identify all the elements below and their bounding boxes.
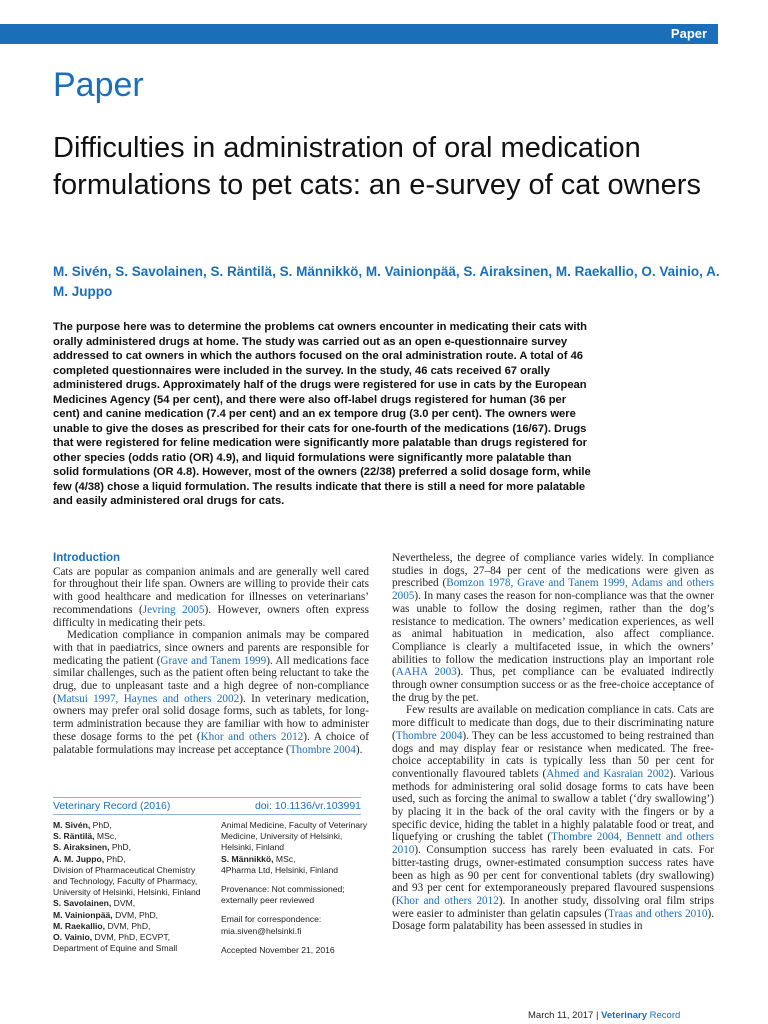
body-text: ). Dosage form palatability has been assessed in studies in bbox=[392, 907, 714, 933]
body-text: ). All medications face similar challenges, such as the patient often being reluctant to take the drug, due to unpleasant taste and a high degree of non-compliance ( bbox=[53, 654, 369, 705]
affiliation-text: Provenance: Not commissioned; bbox=[221, 884, 345, 895]
affiliation-author-name: S. Räntilä, bbox=[53, 831, 95, 842]
affiliation-line bbox=[53, 831, 223, 842]
affiliation-author-name: A. M. Juppo, bbox=[53, 853, 105, 864]
affiliation-line bbox=[221, 820, 381, 831]
citation-link[interactable]: Bomzon 1978, Grave and Tanem 1999, Adams and others 2005 bbox=[392, 577, 714, 603]
affiliation-line bbox=[221, 914, 381, 925]
affiliation-line bbox=[53, 865, 223, 876]
body-text: Nevertheless, the degree of compliance varies widely. In compliance studies in dogs, 27–84 per cent of the medications were given as prescribed ( bbox=[392, 552, 714, 590]
affiliation-line bbox=[221, 945, 381, 956]
article-title: Difficulties in administration of oral medication formulations to pet cats: an e-survey of cat owners bbox=[53, 132, 701, 201]
body-text: Cats are popular as companion animals and are generally well cared for throughout their life span. Owners are willing to provide their cats with good healthcare and medication for illnesses on veterinarians’ recommendations ( bbox=[53, 565, 369, 616]
page-footer bbox=[528, 1010, 680, 1021]
journal-name: Veterinary Record (2016) bbox=[53, 800, 171, 812]
body-text: ). Thus, pet compliance can be evaluated indirectly through owner consumption success or as the free-choice acceptance of the drug by the pet. bbox=[392, 666, 714, 704]
header-bar bbox=[0, 24, 718, 44]
body-paragraph-2 bbox=[392, 704, 714, 933]
affiliation-text: Email for correspondence: bbox=[221, 914, 322, 925]
affiliation-line bbox=[221, 865, 381, 876]
citation-link[interactable]: Matsui 1997, Haynes and others 2002 bbox=[56, 692, 240, 705]
introduction-heading: Introduction bbox=[53, 552, 121, 564]
affiliation-text: mia.siven@helsinki.fi bbox=[221, 925, 302, 936]
affiliation-spacer bbox=[221, 937, 381, 945]
affiliation-text: DVM, PhD, ECVPT, bbox=[92, 932, 171, 943]
body-text: ). Various methods for administering oral solid dosage forms to cats have been used, such as forcing the animal to swallow a tablet (‘dry swallowing’) by placing it in the back of the oral cavity with the fingers or by a specific device, hiding the tablet in a highly palatable food or treat, and liquefying or crushing the tablet ( bbox=[392, 767, 714, 844]
body-text: Few results are available on medication compliance in cats. Cats are more difficult to medicate than dogs, due to their discriminating nature ( bbox=[392, 704, 714, 742]
body-text: ). bbox=[355, 743, 363, 756]
affiliation-text: DVM, PhD, bbox=[112, 909, 159, 920]
affiliation-line bbox=[221, 895, 381, 906]
affiliation-line bbox=[53, 921, 223, 932]
citation-link[interactable]: Jevring 2005 bbox=[142, 603, 205, 616]
affiliation-line bbox=[53, 876, 223, 887]
body-text: ). In veterinary medication, owners may prefer oral solid dosage forms, such as tablets, for long-term administration because they are familiar with how to administer these dosage forms to the pet ( bbox=[53, 692, 369, 743]
affiliation-text: Department of Equine and Small bbox=[53, 943, 178, 954]
affiliation-text: Animal Medicine, Faculty of Veterinary bbox=[221, 820, 368, 830]
citation-link[interactable]: Thombre 2004, Bennett and others 2010 bbox=[392, 831, 714, 857]
intro-paragraph-1 bbox=[53, 566, 369, 630]
affiliation-text: externally peer reviewed bbox=[221, 895, 315, 906]
citation-link[interactable]: Thombre 2004 bbox=[395, 729, 463, 742]
body-text: Medication compliance in companion animals may be compared with that in paediatrics, since owners and parents are responsible for medicating the patient ( bbox=[53, 629, 369, 667]
doi-link[interactable]: doi: 10.1136/vr.103991 bbox=[254, 800, 361, 812]
abstract: The purpose here was to determine the problems cat owners encounter in medicating their cats with orally administered drugs at home. The study was carried out as an open e-questionnaire survey addressed to cat owners in which the authors focused on the oral administration route. A total of 46 completed questionnaires were included in the survey. In the study, 46 cats received 67 orally administered drugs. Approximately half of the drugs were registered for use in cats by the European Medicines Agency (54 per cent), and there were also off-label drugs registered for human (36 per cent) and canine medication (7.4 per cent) and an ex tempore drug (3.0 per cent). The owners were unable to give the doses as prescribed for their cats for one-fourth of the medications (16/67). Drugs that were registered for feline medication were significantly more palatable than drugs registered for other species (odds ratio (OR) 4.9), and liquid formulations were significantly more palatable than solid formulations (OR 4.8). However, most of the owners (22/38) preferred a solid dosage form, while few (4/38) chose a liquid formulation. The results indicate that there is still a need for more palatable and easily administered oral drugs for cats. bbox=[53, 321, 591, 507]
affiliation-text: and Technology, Faculty of Pharmacy, bbox=[53, 876, 198, 887]
affiliation-author-name: S. Savolainen, bbox=[53, 898, 112, 909]
affiliation-line bbox=[53, 887, 223, 898]
affiliation-text: 4Pharma Ltd, Helsinki, Finland bbox=[221, 864, 339, 875]
body-text: ). However, owners often express difficulty in medicating their pets. bbox=[53, 603, 369, 629]
affiliation-text: PhD, bbox=[90, 820, 112, 830]
footer-journal: Veterinary bbox=[601, 1010, 648, 1021]
affiliation-line bbox=[53, 932, 223, 943]
citation-link[interactable]: Grave and Tanem 1999 bbox=[160, 654, 267, 667]
intro-paragraph-2 bbox=[53, 629, 369, 756]
affiliation-text: Accepted November 21, 2016 bbox=[221, 944, 335, 955]
affiliation-text: Helsinki, Finland bbox=[221, 842, 285, 853]
affiliation-author-name: S. Männikkö, bbox=[221, 853, 274, 864]
affiliation-text: PhD, bbox=[109, 842, 132, 853]
journal-citation-bar bbox=[53, 797, 361, 815]
body-text: ). They can be less accustomed to being restrained than dogs and may display fear or resistance when medicated. The free-choice acceptability in cats is typically less than 50 per cent for conventionally flavoured tablets ( bbox=[392, 729, 714, 780]
affiliation-author-name: M. Raekallio, bbox=[53, 920, 106, 931]
body-text: ). In another study, dissolving oral film strips were easier to administer than gelatin capsules ( bbox=[392, 894, 714, 920]
section-tab: Paper bbox=[670, 26, 708, 41]
affiliation-line bbox=[53, 842, 223, 853]
affiliation-line bbox=[53, 898, 223, 909]
citation-link[interactable]: Ahmed and Kasraian 2002 bbox=[546, 767, 670, 780]
affiliation-line bbox=[221, 842, 381, 853]
citation-link[interactable]: AAHA 2003 bbox=[395, 666, 457, 679]
body-text: ). A choice of palatable formulations may increase pet acceptance ( bbox=[53, 730, 369, 756]
affiliation-text: MSc, bbox=[273, 853, 296, 864]
affiliation-text: PhD, bbox=[104, 853, 126, 864]
body-text: ). In many cases the reason for non-compliance was that the owner was unable to follow the dosing regimen, rather than the dog’s resistance to medication. The owners’ medication experiences, as well as animal habituation in medication, also affect compliance. Compliance is clearly a multifaceted issue, in which the owners’ abilities to follow the medication instructions play an important role ( bbox=[392, 590, 714, 679]
section-label: Paper bbox=[53, 66, 144, 104]
affiliation-text: MSc, bbox=[94, 831, 117, 842]
body-paragraph-1 bbox=[392, 552, 714, 704]
affiliation-author-name: S. Airaksinen, bbox=[53, 842, 110, 853]
affiliation-line bbox=[221, 831, 381, 842]
citation-link[interactable]: Thombre 2004 bbox=[289, 743, 356, 756]
footer-record: Record bbox=[647, 1010, 681, 1021]
affiliation-spacer bbox=[221, 876, 381, 884]
affiliations-right bbox=[221, 820, 381, 956]
affiliation-author-name: O. Vainio, bbox=[53, 932, 93, 943]
citation-link[interactable]: Khor and others 2012 bbox=[200, 730, 304, 743]
author-list: M. Sivén, S. Savolainen, S. Räntilä, S. Männikkö, M. Vainionpää, S. Airaksinen, M. Raekallio, O. Vainio, A. M. Juppo bbox=[53, 264, 720, 299]
affiliation-line bbox=[53, 820, 223, 831]
affiliation-text: DVM, PhD, bbox=[105, 920, 151, 931]
affiliation-author-name: M. Vainionpää, bbox=[53, 909, 113, 920]
affiliations-left bbox=[53, 820, 223, 954]
affiliation-line bbox=[221, 854, 381, 865]
body-text: ). Consumption success has rarely been evaluated in cats. For bitter-tasting drugs, owner-estimated consumption success rates have been as high as 90 per cent for conventional tablets (dry swallowing) and 93 per cent for extemporaneously prepared flavoured suspensions ( bbox=[392, 844, 714, 907]
affiliation-line bbox=[53, 910, 223, 921]
right-column bbox=[392, 552, 714, 933]
affiliation-text: Division of Pharmaceutical Chemistry bbox=[53, 864, 196, 875]
affiliation-text: DVM, bbox=[111, 898, 136, 909]
citation-link[interactable]: Traas and others 2010 bbox=[608, 907, 708, 920]
footer-date: March 11, 2017 | bbox=[528, 1010, 602, 1021]
affiliation-text: University of Helsinki, Helsinki, Finland bbox=[53, 887, 201, 898]
affiliation-line bbox=[53, 943, 223, 954]
affiliation-text: Medicine, University of Helsinki, bbox=[221, 831, 343, 842]
affiliation-line bbox=[221, 926, 381, 937]
affiliation-author-name: M. Sivén, bbox=[53, 820, 91, 830]
left-column bbox=[53, 552, 369, 756]
affiliation-line bbox=[221, 884, 381, 895]
citation-link[interactable]: Khor and others 2012 bbox=[395, 894, 499, 907]
affiliation-spacer bbox=[221, 906, 381, 914]
affiliation-line bbox=[53, 854, 223, 865]
